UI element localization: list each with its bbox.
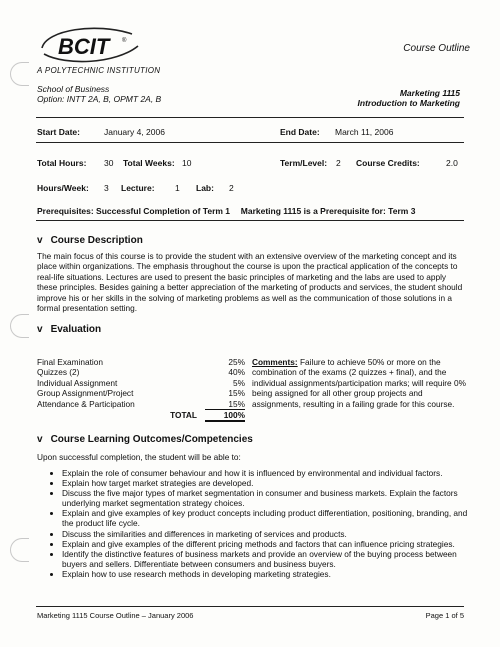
evaluation-total-row	[37, 410, 245, 422]
hours-week-label: Hours/Week:	[37, 183, 89, 193]
course-description-text: The main focus of this course is to provide the student with an extensive overview of the marketing concept and its place within organizations. The emphasis throughout the course is upon the practical application of the concepts to real-life situations. Lectures are used to present the basic principles of marketing and the labs are used to apply these principles. Besides gaining a better appreciation of the marketing of products and services, the student should improve his or her skills in the solving of marketing problems as well as the communication of those solutions in a formal presentation setting.	[37, 251, 463, 314]
binder-hole-top	[10, 62, 29, 86]
bcit-logo-icon	[36, 24, 146, 68]
lab-label: Lab:	[196, 183, 214, 193]
evaluation-row	[37, 367, 245, 377]
course-description-heading	[37, 235, 143, 246]
course-name-block	[358, 88, 460, 108]
evaluation-row	[37, 399, 245, 410]
evaluation-item-percent: 15%	[228, 388, 245, 399]
outcome-item: • Explain how to use research methods in developing marketing strategies.	[62, 569, 480, 579]
outcome-item: • Explain the role of consumer behaviour and how it is influenced by environmental and individual factors.	[62, 468, 480, 478]
binder-hole-middle	[10, 314, 29, 338]
header-rule	[36, 117, 464, 118]
comments-label: Comments:	[252, 357, 298, 367]
end-date-value: March 11, 2006	[335, 127, 394, 137]
evaluation-item-percent: 5%	[233, 377, 245, 388]
evaluation-item-name: Group Assignment/Project	[37, 388, 134, 399]
outcome-item: • Identify the distinctive features of business markets and provide an overview of the buying process between buyers and sellers. Differentiate between consumers and business buyers.	[62, 549, 480, 569]
evaluation-item-name: Attendance & Participation	[37, 398, 135, 409]
evaluation-row	[37, 357, 245, 367]
binder-hole-bottom	[10, 538, 29, 562]
lecture-label: Lecture:	[121, 183, 155, 193]
institution-tagline: A POLYTECHNIC INSTITUTION	[37, 66, 161, 75]
document-title: Course Outline	[403, 43, 470, 54]
footer-document-info: Marketing 1115 Course Outline – January 2006	[37, 611, 194, 620]
section-bullet-icon: v	[37, 434, 43, 445]
hours-week-value: 3	[104, 183, 109, 193]
evaluation-item-percent: 40%	[228, 367, 245, 378]
outcomes-intro: Upon successful completion, the student will be able to:	[37, 452, 241, 462]
outcomes-heading	[37, 434, 253, 445]
program-option: Option: INTT 2A, B, OPMT 2A, B	[37, 94, 162, 104]
term-value: 2	[336, 158, 341, 168]
section-title: Evaluation	[50, 324, 102, 335]
evaluation-item-percent: 15%	[205, 399, 245, 410]
term-label: Term/Level:	[280, 158, 328, 168]
prerequisites: Prerequisites: Successful Completion of Term 1	[37, 206, 231, 216]
outcome-item: • Explain how target market strategies are developed.	[62, 478, 480, 488]
total-hours-value: 30	[104, 158, 114, 168]
evaluation-total-percent: 100%	[205, 410, 245, 422]
course-title: Introduction to Marketing	[357, 98, 460, 108]
prerequisites-line	[37, 206, 415, 216]
outcome-item: • Explain and give examples of key product concepts including product differentiation, positioning, branding, and the product life cycle.	[62, 508, 480, 528]
bcit-logo	[36, 24, 146, 68]
outcome-item: • Discuss the similarities and differences in marketing of services and products.	[62, 529, 480, 539]
lab-value: 2	[229, 183, 234, 193]
evaluation-comments	[252, 357, 470, 409]
total-weeks-value: 10	[182, 158, 192, 168]
total-hours-label: Total Hours:	[37, 158, 87, 168]
section-bullet-icon: v	[37, 235, 43, 246]
footer-rule	[36, 606, 464, 607]
lecture-value: 1	[175, 183, 180, 193]
course-code: Marketing 1115	[399, 88, 460, 98]
prerequisite-for: Marketing 1115 is a Prerequisite for: Term 3	[240, 206, 416, 216]
logo-trademark: ®	[122, 38, 127, 44]
info-rule	[36, 142, 464, 143]
evaluation-item-name: Individual Assignment	[37, 377, 118, 388]
evaluation-heading	[37, 324, 101, 335]
school-block	[37, 84, 161, 104]
footer-page-number: Page 1 of 5	[425, 611, 464, 620]
comments-text: Failure to achieve 50% or more on the combination of the exams (2 quizzes + final), and the individual assignments/participation marks; will require 0% being assigned for all other group projects and assignments, resulting in a failing grade for this course.	[252, 357, 466, 409]
evaluation-row	[37, 388, 245, 398]
evaluation-item-percent: 25%	[228, 357, 245, 367]
evaluation-item-name: Final Examination	[37, 357, 103, 367]
section-bullet-icon: v	[37, 324, 43, 335]
prereq-rule	[36, 220, 464, 221]
evaluation-total-label: TOTAL	[170, 410, 197, 421]
school-name: School of Business	[37, 84, 110, 94]
section-title: Course Description	[50, 235, 143, 246]
evaluation-row	[37, 378, 245, 388]
outcome-item: • Explain and give examples of the different pricing methods and factors that can influence pricing strategies.	[62, 539, 480, 549]
start-date-label: Start Date:	[37, 127, 80, 137]
outcomes-list	[48, 468, 480, 579]
credits-label: Course Credits:	[356, 158, 420, 168]
end-date-label: End Date:	[280, 127, 320, 137]
outcome-item: • Discuss the five major types of market segmentation in consumer and business markets. Explain the factors underlying market segmentation strategy choices.	[62, 488, 480, 508]
total-weeks-label: Total Weeks:	[123, 158, 175, 168]
evaluation-table	[37, 357, 245, 422]
start-date-value: January 4, 2006	[104, 127, 165, 137]
credits-value: 2.0	[446, 158, 458, 168]
logo-text: BCIT	[58, 34, 110, 59]
evaluation-item-name: Quizzes (2)	[37, 367, 80, 378]
section-title: Course Learning Outcomes/Competencies	[50, 434, 253, 445]
